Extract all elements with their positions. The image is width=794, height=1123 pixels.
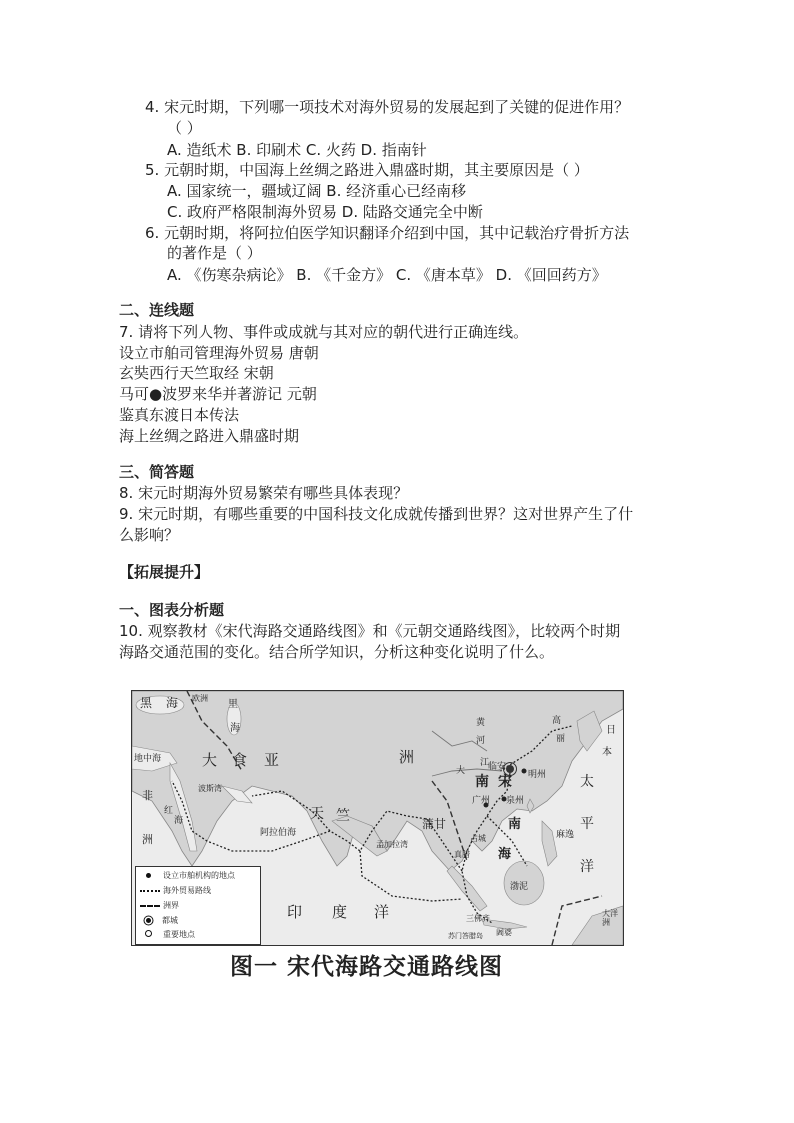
section2-heading: 二、连线题 xyxy=(119,301,195,319)
map-label-zhou: 洲 xyxy=(399,748,415,766)
map-label-south-sea: 南 xyxy=(508,817,522,832)
legend-item-port: 设立市舶机构的地点 xyxy=(140,871,235,881)
map-legend xyxy=(135,866,261,945)
map-label-linan: 临安 xyxy=(488,762,507,772)
map-label-quanzhou: 泉州 xyxy=(506,796,525,806)
map-label-korea: 丽 xyxy=(556,734,566,744)
q10-stem-a: 10. 观察教材《宋代海路交通路线图》和《元朝交通路线图》，比较两个时期 xyxy=(119,622,621,640)
legend-capital-icon xyxy=(146,918,151,923)
map-label-persian-gulf: 波斯湾 xyxy=(198,784,222,793)
map-label-mediterranean: 地中海 xyxy=(134,754,162,764)
map-label-caspian: 海 xyxy=(230,723,240,734)
q5-options-a: A. 国家统一，疆域辽阔 B. 经济重心已经南移 xyxy=(167,182,467,200)
q6-stem-b: 的著作是（ ） xyxy=(167,244,262,262)
q6-options: A. 《伤寒杂病论》 B. 《千金方》 C. 《唐本草》 D. 《回回药方》 xyxy=(167,266,607,284)
map-label-yellow-river: 河 xyxy=(476,736,486,746)
q4-blank: （ ） xyxy=(167,119,202,137)
q10-stem-b: 海路交通范围的变化。结合所学知识，分析这种变化说明了什么。 xyxy=(119,643,555,661)
map-label-africa: 非 xyxy=(142,789,153,802)
map-label-japan: 本 xyxy=(602,747,612,758)
map-label-tianzhu: 天 xyxy=(310,806,324,822)
map-label-yangtze: 江 xyxy=(480,758,490,768)
map-label-tianzhu: 竺 xyxy=(336,808,350,824)
map-label-mayi: 麻逸 xyxy=(556,830,575,840)
map-label-pacific: 平 xyxy=(580,816,594,832)
map-label-caspian: 里 xyxy=(228,699,238,710)
map-label-japan: 日 xyxy=(606,725,616,736)
q8-stem: 8. 宋元时期海外贸易繁荣有哪些具体表现？ xyxy=(119,484,409,502)
legend-dotted-line-icon xyxy=(140,890,160,892)
matching-item: 海上丝绸之路进入鼎盛时期 xyxy=(119,427,300,445)
legend-item-route: 海外贸易路线 xyxy=(140,886,211,896)
map-label-pacific: 洋 xyxy=(580,859,594,875)
map-label-nan-song: 宋 xyxy=(498,774,512,790)
map-label-indian-ocean: 印 xyxy=(287,903,303,921)
q7-stem: 7. 请将下列人物、事件或成就与其对应的朝代进行正确连线。 xyxy=(119,323,529,341)
map-label-bengal: 孟加拉湾 xyxy=(376,840,408,849)
legend-circle-icon xyxy=(145,930,152,937)
map-label-asia: 亚 xyxy=(264,751,280,769)
matching-item: 玄奘西行天竺取经 宋朝 xyxy=(119,364,274,382)
q9-stem-a: 9. 宋元时期，有哪些重要的中国科技文化成就传播到世界？这对世界产生了什 xyxy=(119,505,634,523)
map-label-zhenla: 真腊 xyxy=(454,850,470,859)
map-label-south-sea: 海 xyxy=(498,847,512,862)
map-label-mingzhou: 明州 xyxy=(528,770,547,780)
legend-dashed-line-icon xyxy=(140,905,160,907)
matching-item: 马可●波罗来华并著游记 元朝 xyxy=(119,385,317,403)
map-label-pacific: 太 xyxy=(580,774,594,790)
map-label-dashi: 食 xyxy=(232,751,248,769)
map-label-oceania: 大洋洲 xyxy=(602,909,618,927)
q9-stem-b: 么影响？ xyxy=(119,526,180,544)
map-label-sumatra: 苏门答腊岛 xyxy=(448,932,483,940)
matching-item: 鉴真东渡日本传法 xyxy=(119,406,240,424)
map-label-red-sea: 海 xyxy=(174,816,184,826)
section3-heading: 三、简答题 xyxy=(119,463,195,481)
q6-stem-a: 6. 元朝时期，将阿拉伯医学知识翻译介绍到中国，其中记载治疗骨折方法 xyxy=(145,224,630,242)
extension-heading: 【拓展提升】 xyxy=(119,563,210,581)
chart-analysis-heading: 一、图表分析题 xyxy=(119,601,225,619)
map-label-guangzhou: 广州 xyxy=(472,796,491,806)
map-label-dashi: 大 xyxy=(202,751,218,769)
legend-item-place: 重要地点 xyxy=(140,930,195,940)
map-label-pugan: 蒲甘 xyxy=(422,817,447,831)
map-label-red-sea: 红 xyxy=(164,806,174,816)
map-label-indian-ocean: 洋 xyxy=(374,903,390,921)
q5-stem: 5. 元朝时期，中国海上丝绸之路进入鼎盛时期，其主要原因是（ ） xyxy=(145,161,589,179)
map-label-arabian-sea: 阿拉伯海 xyxy=(260,828,297,838)
q4-stem: 4. 宋元时期，下列哪一项技术对海外贸易的发展起到了关键的促进作用？ xyxy=(145,98,630,116)
map-label-indian-ocean: 度 xyxy=(332,903,348,921)
map-label-sanfoqi: 三佛齐 xyxy=(466,914,490,923)
song-sea-route-map xyxy=(131,690,624,946)
legend-item-border: 洲界 xyxy=(140,901,179,911)
map-label-europe: 欧洲 xyxy=(192,694,208,703)
map-label-yellow-river: 黄 xyxy=(476,718,486,728)
map-label-yangtze: 大 xyxy=(456,766,466,776)
map-label-black-sea: 黑 xyxy=(140,696,153,710)
map-label-java: 阇婆 xyxy=(496,928,512,937)
map-label-black-sea: 海 xyxy=(166,696,179,710)
legend-item-capital: 都城 xyxy=(140,916,178,926)
map-label-zhancheng: 占城 xyxy=(470,834,486,843)
map-label-borneo: 渤泥 xyxy=(510,882,529,892)
map-label-nan-song: 南 xyxy=(475,774,489,790)
legend-dot-icon xyxy=(146,873,151,878)
q4-options: A. 造纸术 B. 印刷术 C. 火药 D. 指南针 xyxy=(167,141,427,159)
map-label-korea: 高 xyxy=(552,716,562,726)
matching-item: 设立市舶司管理海外贸易 唐朝 xyxy=(119,344,319,362)
q5-options-b: C. 政府严格限制海外贸易 D. 陆路交通完全中断 xyxy=(167,203,483,221)
map-caption: 图一 宋代海路交通路线图 xyxy=(230,953,504,980)
map-label-africa: 洲 xyxy=(142,833,153,846)
